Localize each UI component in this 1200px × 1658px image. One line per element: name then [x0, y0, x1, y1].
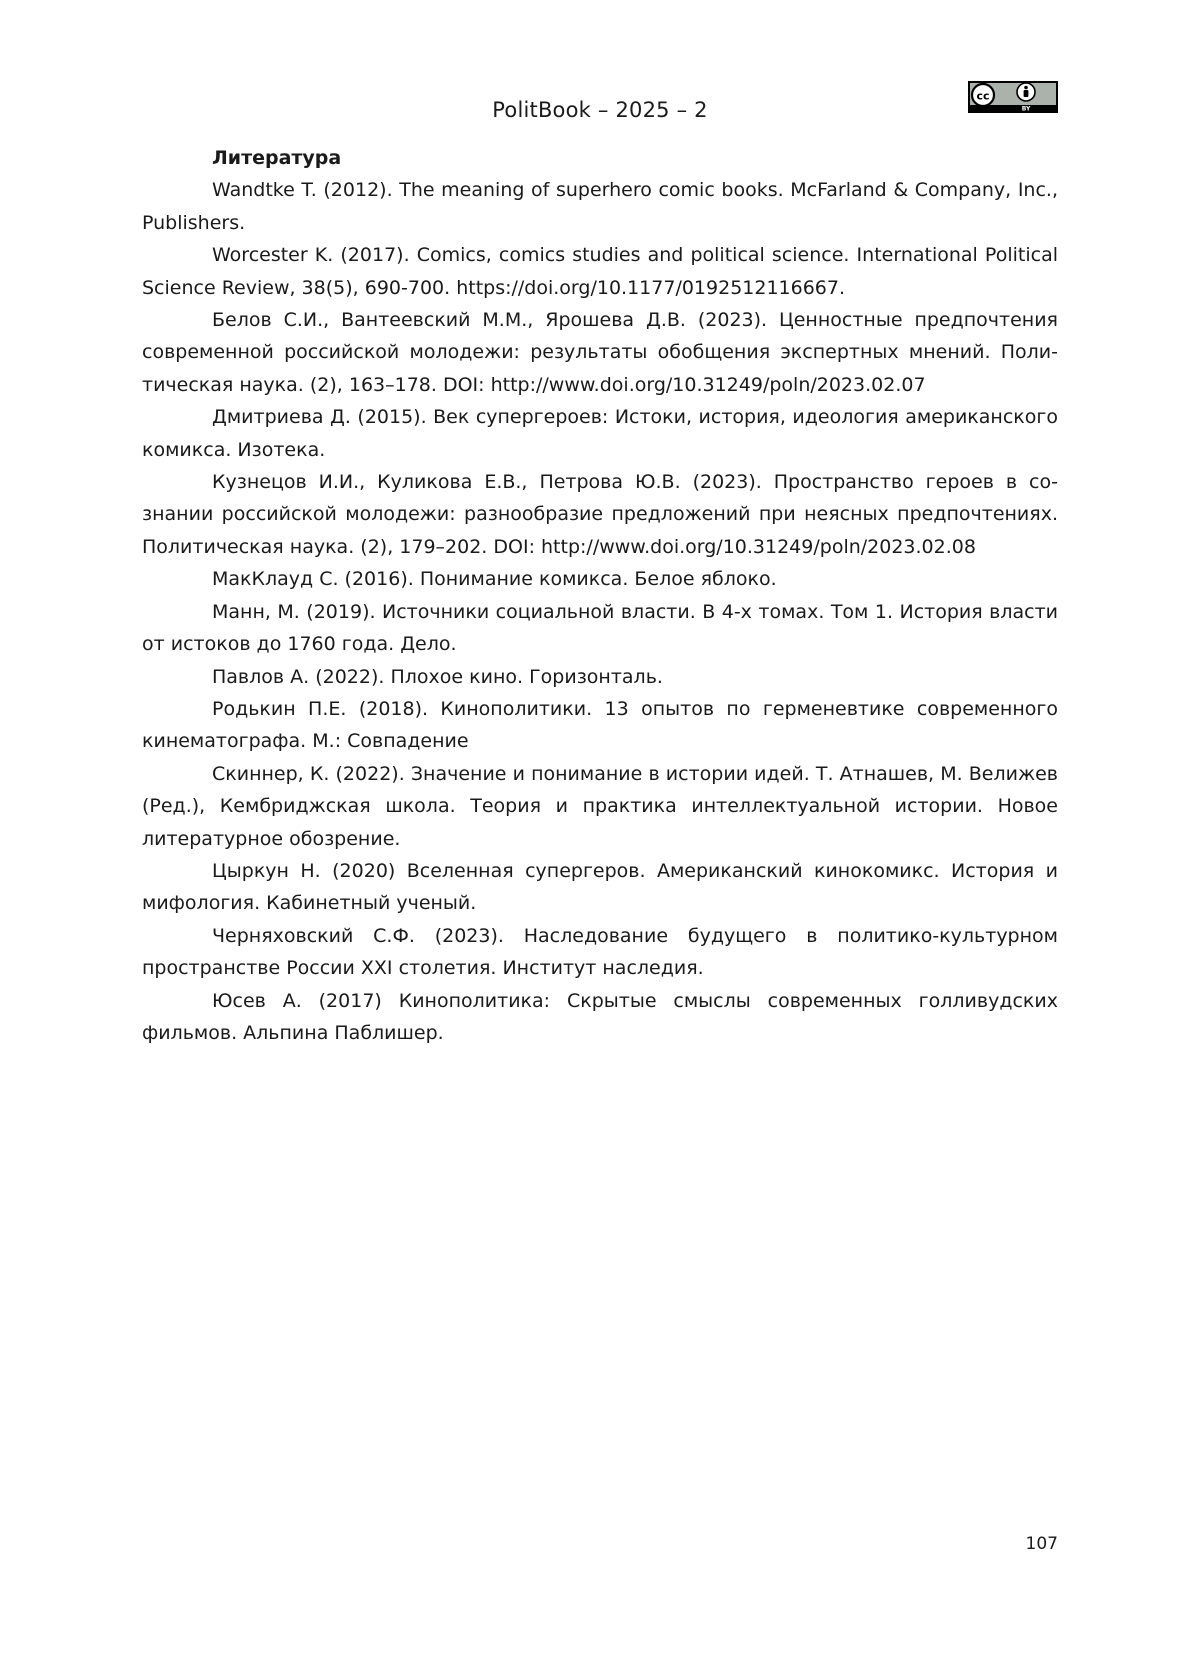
journal-header: PolitBook – 2025 – 2: [492, 98, 708, 122]
reference-item: Скиннер, К. (2022). Значение и понимание в истории идей. Т. Атнашев, М. Велижев (Ред.), Кембриджская школа. Теория и практика интеллектуальной истории. Новое литературное обозрение.: [142, 762, 1058, 850]
section-heading: Литература: [212, 147, 342, 169]
reference-item: Павлов А. (2022). Плохое кино. Горизонталь.: [212, 665, 663, 688]
reference-item: Родькин П.Е. (2018). Кинополитики. 13 опытов по герменевтике современного кинематографа. М.: Совпадение: [142, 697, 1058, 753]
reference-item: Wandtke T. (2012). The meaning of superhero comic books. McFarland & Company, Inc., Publishers.: [142, 179, 1058, 234]
reference-item: Манн, М. (2019). Источники социальной власти. В 4-х томах. Том 1. История власти от истоков до 1760 года. Дело.: [142, 600, 1058, 656]
reference-item: МакКлауд С. (2016). Понимание комикса. Белое яблоко.: [212, 568, 777, 591]
license-badge-text: BY: [1021, 105, 1031, 113]
reference-item: Юсев А. (2017) Кинополитика: Скрытые смыслы современных голливудских фильмов. Альпина Паблишер.: [142, 989, 1058, 1044]
svg-text:cc: cc: [976, 89, 990, 103]
page-number: 107: [1025, 1534, 1058, 1554]
reference-item: Цыркун Н. (2020) Вселенная супергеров. Американский кинокомикс. История и мифология. Кабинетный ученый.: [142, 859, 1058, 915]
references-section: [142, 142, 1058, 1049]
reference-item: Дмитриева Д. (2015). Век супергероев: Истоки, история, идеология американского комикса. Изотека.: [142, 406, 1058, 461]
reference-item: Белов С.И., Вантеевский М.М., Ярошева Д.В. (2023). Ценностные предпочтения современной российской молодежи: результаты обобщения экспертных мнений. Политическая наука. (2), 163–178. DOI: http://www.doi.org/10.31249/poln/2023.02.07: [142, 309, 1058, 396]
cc-by-icon: [968, 81, 1058, 113]
reference-item: Worcester K. (2017). Comics, comics studies and political science. International Political Science Review, 38(5), 690-700. https://doi.org/10.1177/0192512116667.: [142, 244, 1058, 299]
reference-item: Кузнецов И.И., Куликова Е.В., Петрова Ю.В. (2023). Пространство героев в сознании российской молодежи: разнообразие предложений при неясных предпочтениях. Политическая наука. (2), 179–202. DOI: http://www.doi.org/10.31249/poln/2023.02.08: [142, 471, 1058, 558]
reference-item: Черняховский С.Ф. (2023). Наследование будущего в политико-культурном пространстве России XXI столетия. Институт наследия.: [142, 924, 1058, 980]
